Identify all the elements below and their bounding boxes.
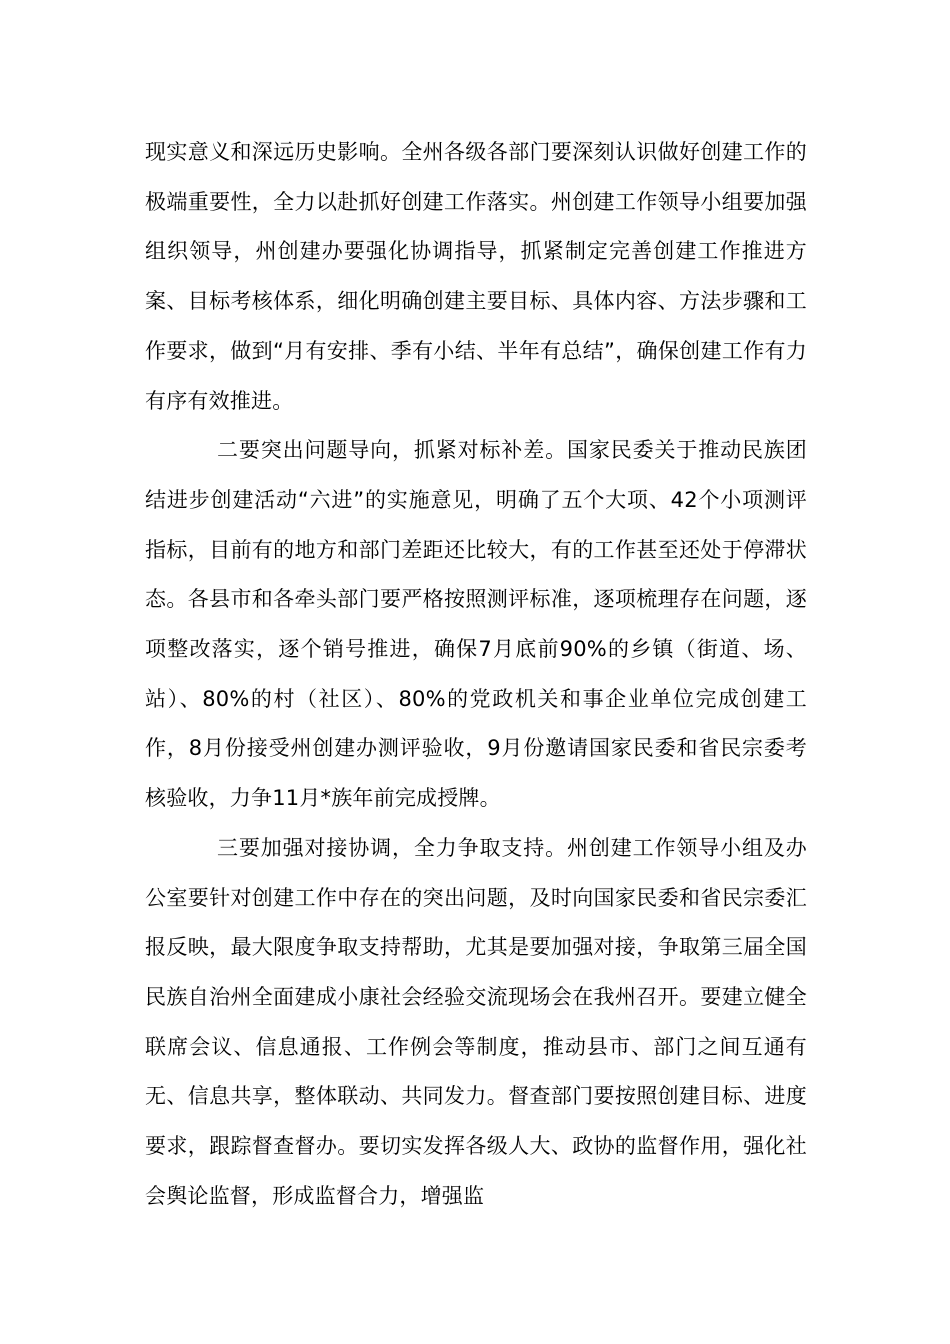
paragraph-coordination: 三要加强对接协调，全力争取支持。州创建工作领导小组及办公室要针对创建工作中存在的突出问题，及时向国家民委和省民宗委汇报反映，最大限度争取支持帮助，尤其是要加强对接，争取第三届全国民族自治州全面建成小康社会经验交流现场会在我州召开。要建立健全联席会议、信息通报、工作例会等制度，推动县市、部门之间互通有无、信息共享，整体联动、共同发力。督查部门要按照创建目标、进度要求，跟踪督查督办。要切实发挥各级人大、政协的监督作用，强化社会舆论监督，形成监督合力，增强监 [145, 835, 807, 1208]
document-body [145, 128, 807, 1221]
paragraph-problem-orientation: 二要突出问题导向，抓紧对标补差。国家民委关于推动民族团结进步创建活动“六进”的实施意见，明确了五个大项、42个小项测评指标，目前有的地方和部门差距还比较大，有的工作甚至还处于停滞状态。各县市和各牵头部门要严格按照测评标准，逐项梳理存在问题，逐项整改落实，逐个销号推进，确保7月底前90%的乡镇（街道、场、站）、80%的村（社区）、80%的党政机关和事企业单位完成创建工作，8月份接受州创建办测评验收，9月份邀请国家民委和省民宗委考核验收，力争11月*族年前完成授牌。 [145, 438, 807, 811]
paragraph-continuation: 现实意义和深远历史影响。全州各级各部门要深刻认识做好创建工作的极端重要性，全力以赴抓好创建工作落实。州创建工作领导小组要加强组织领导，州创建办要强化协调指导，抓紧制定完善创建工作推进方案、目标考核体系，细化明确创建主要目标、具体内容、方法步骤和工作要求，做到“月有安排、季有小结、半年有总结”，确保创建工作有力有序有效推进。 [145, 140, 807, 413]
